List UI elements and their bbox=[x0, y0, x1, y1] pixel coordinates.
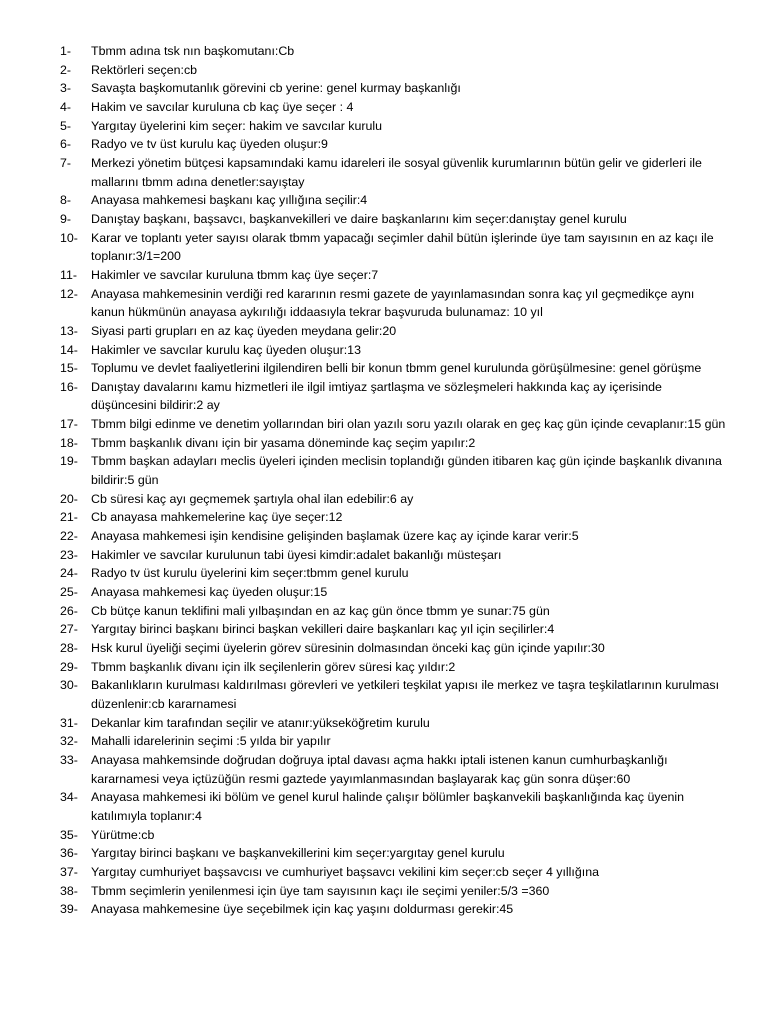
list-item bbox=[60, 322, 726, 341]
list-item bbox=[60, 714, 726, 733]
list-item-number: 2- bbox=[60, 62, 72, 77]
list-item-number: 1- bbox=[60, 44, 72, 58]
list-item bbox=[60, 732, 726, 751]
list-item-number: 27- bbox=[60, 622, 78, 637]
list-item-number: 28- bbox=[60, 641, 78, 655]
list-item bbox=[60, 434, 726, 453]
list-item-number: 15- bbox=[60, 361, 78, 376]
list-item bbox=[60, 61, 726, 80]
list-item-number: 6- bbox=[60, 137, 72, 152]
list-item bbox=[60, 844, 726, 863]
list-item-text: Tbmm bilgi edinme ve denetim yollarından biri olan yazılı soru yazılı olarak en geç kaç gün içinde cevaplanır:15 gün bbox=[91, 417, 726, 432]
list-item-number: 26- bbox=[60, 603, 78, 618]
list-item bbox=[60, 341, 726, 360]
list-item-text: Anayasa mahkemesi işin kendisine gelişinden başlamak üzere kaç ay içinde karar verir:5 bbox=[91, 529, 579, 544]
list-item-number: 7- bbox=[60, 155, 72, 170]
list-item bbox=[60, 229, 726, 266]
list-item-number: 24- bbox=[60, 566, 78, 581]
list-item-text: Bakanlıkların kurulması kaldırılması görevleri ve yetkileri teşkilat yapısı ile merkez ve taşra teşkilatlarının kurulması düzenlenir:cb kararnamesi bbox=[91, 678, 720, 711]
list-item-text: Anayasa mahkemesine üye seçebilmek için kaç yaşını doldurması gerekir:45 bbox=[91, 902, 514, 917]
list-item bbox=[60, 863, 726, 882]
list-item-text: Anayasa mahkemsinde doğrudan doğruya iptal davası açma hakkı iptali istenen kanun cumhurbaşkanlığı kararnamesi veya içtüzüğün resmi gaztede yayımlanmasından başlayarak kaç gün sonra düşer:60 bbox=[91, 752, 668, 786]
list-item bbox=[60, 98, 726, 117]
list-item-number: 19- bbox=[60, 454, 78, 469]
list-item-text: Yürütme:cb bbox=[91, 827, 155, 842]
list-item-number: 25- bbox=[60, 585, 78, 600]
list-item-text: Tbmm başkan adayları meclis üyeleri içinden meclisin toplandığı günden itibaren kaç gün içinde başkanlık divanına bildirir:5 gün bbox=[91, 454, 722, 488]
list-item-number: 31- bbox=[60, 715, 78, 730]
list-item-number: 34- bbox=[60, 790, 78, 805]
list-item bbox=[60, 452, 726, 489]
list-item-text: Anayasa mahkemesi iki bölüm ve genel kurul halinde çalışır bölümler başkanvekili başkanlığında kaç üyenin katılımıyla toplanır:4 bbox=[91, 790, 685, 823]
list-item-text: Hakimler ve savcılar kuruluna tbmm kaç üye seçer:7 bbox=[91, 267, 379, 282]
list-item bbox=[60, 359, 726, 378]
list-item-text: Yargıtay birinci başkanı birinci başkan vekilleri daire başkanları kaç yıl için seçilirler:4 bbox=[91, 622, 555, 637]
list-item bbox=[60, 583, 726, 602]
list-item bbox=[60, 415, 726, 434]
list-item-number: 32- bbox=[60, 734, 78, 749]
list-item bbox=[60, 508, 726, 527]
list-item-number: 10- bbox=[60, 230, 78, 245]
list-item bbox=[60, 564, 726, 583]
list-item-text: Radyo tv üst kurulu üyelerini kim seçer:tbmm genel kurulu bbox=[91, 566, 409, 581]
list-item-number: 16- bbox=[60, 379, 78, 394]
list-item-number: 4- bbox=[60, 99, 72, 114]
list-item-number: 30- bbox=[60, 678, 78, 693]
list-item-text: Hsk kurul üyeliği seçimi üyelerin görev süresinin dolmasından önceki kaç gün içinde yapılır:30 bbox=[91, 641, 605, 655]
list-item-text: Karar ve toplantı yeter sayısı olarak tbmm yapacağı seçimler dahil bütün işlerinde üye tam sayısının en az kaçı ile toplanır:3/1=200 bbox=[91, 230, 714, 264]
list-item-number: 22- bbox=[60, 529, 78, 544]
list-item-text: Yargıtay cumhuriyet başsavcısı ve cumhuriyet başsavcı vekilini kim seçer:cb seçer 4 yıllığına bbox=[91, 864, 599, 879]
list-item bbox=[60, 79, 726, 98]
list-item-number: 11- bbox=[60, 267, 77, 282]
list-item-number: 17- bbox=[60, 417, 78, 432]
list-item-number: 13- bbox=[60, 323, 78, 338]
list-item-text: Radyo ve tv üst kurulu kaç üyeden oluşur:9 bbox=[91, 137, 328, 152]
list-item-number: 9- bbox=[60, 211, 72, 226]
list-item-text: Anayasa mahkemesi kaç üyeden oluşur:15 bbox=[91, 585, 328, 600]
list-item-number: 29- bbox=[60, 659, 78, 674]
list-item bbox=[60, 191, 726, 210]
list-item-number: 5- bbox=[60, 118, 72, 133]
list-item-text: Cb anayasa mahkemelerine kaç üye seçer:12 bbox=[91, 510, 343, 525]
list-item-number: 36- bbox=[60, 846, 78, 861]
list-item bbox=[60, 676, 726, 713]
list-item-number: 21- bbox=[60, 510, 78, 525]
question-answer-list bbox=[60, 42, 726, 919]
list-item-text: Hakim ve savcılar kuruluna cb kaç üye seçer : 4 bbox=[91, 99, 354, 114]
list-item bbox=[60, 639, 726, 658]
list-item-number: 37- bbox=[60, 864, 78, 879]
list-item bbox=[60, 154, 726, 191]
list-item bbox=[60, 210, 726, 229]
list-item bbox=[60, 751, 726, 788]
list-item bbox=[60, 882, 726, 901]
list-item-text: Cb bütçe kanun teklifini mali yılbaşından en az kaç gün önce tbmm ye sunar:75 gün bbox=[91, 603, 550, 618]
list-item-number: 18- bbox=[60, 435, 78, 450]
list-item-text: Cb süresi kaç ayı geçmemek şartıyla ohal ilan edebilir:6 ay bbox=[91, 491, 414, 506]
list-item-text: Tbmm başkanlık divanı için bir yasama döneminde kaç seçim yapılır:2 bbox=[91, 435, 476, 450]
list-item-number: 8- bbox=[60, 193, 72, 208]
list-item-text: Siyasi parti grupları en az kaç üyeden meydana gelir:20 bbox=[91, 323, 397, 338]
list-item-number: 14- bbox=[60, 342, 78, 357]
list-item-number: 39- bbox=[60, 902, 78, 917]
list-item bbox=[60, 117, 726, 136]
list-item-text: Dekanlar kim tarafından seçilir ve atanır:yükseköğretim kurulu bbox=[91, 715, 430, 730]
list-item bbox=[60, 546, 726, 565]
list-item-number: 38- bbox=[60, 883, 78, 898]
list-item bbox=[60, 658, 726, 677]
list-item-number: 23- bbox=[60, 547, 78, 562]
list-item bbox=[60, 826, 726, 845]
list-item-text: Danıştay davalarını kamu hizmetleri ile ilgil imtiyaz şartlaşma ve sözleşmeleri hakkında kaç ay içerisinde düşüncesini bildirir:2 ay bbox=[91, 379, 662, 413]
list-item bbox=[60, 490, 726, 509]
list-item bbox=[60, 900, 726, 919]
list-item bbox=[60, 135, 726, 154]
list-item-text: Yargıtay birinci başkanı ve başkanvekillerini kim seçer:yargıtay genel kurulu bbox=[91, 846, 505, 861]
list-item-number: 33- bbox=[60, 752, 78, 767]
list-item-text: Toplumu ve devlet faaliyetlerini ilgilendiren belli bir konun tbmm genel kurulunda görüşülmesine: genel görüşme bbox=[91, 361, 702, 376]
list-item-text: Tbmm başkanlık divanı için ilk seçilenlerin görev süresi kaç yıldır:2 bbox=[91, 659, 456, 674]
list-item-number: 3- bbox=[60, 81, 72, 96]
list-item bbox=[60, 285, 726, 322]
list-item-text: Merkezi yönetim bütçesi kapsamındaki kamu idareleri ile sosyal güvenlik kurumlarının bütün gelir ve giderleri ile mallarını tbmm adına denetler:sayıştay bbox=[91, 155, 702, 189]
list-item bbox=[60, 602, 726, 621]
list-item bbox=[60, 788, 726, 825]
list-item-text: Danıştay başkanı, başsavcı, başkanvekilleri ve daire başkanlarını kim seçer:danıştay genel kurulu bbox=[91, 211, 627, 226]
list-item bbox=[60, 527, 726, 546]
list-item-number: 35- bbox=[60, 827, 78, 842]
list-item bbox=[60, 42, 726, 61]
list-item-text: Yargıtay üyelerini kim seçer: hakim ve savcılar kurulu bbox=[91, 118, 383, 133]
list-item-text: Hakimler ve savcılar kurulunun tabi üyesi kimdir:adalet bakanlığı müsteşarı bbox=[91, 547, 502, 562]
list-item bbox=[60, 620, 726, 639]
list-item-text: Mahalli idarelerinin seçimi :5 yılda bir yapılır bbox=[91, 734, 331, 749]
list-item-text: Savaşta başkomutanlık görevini cb yerine: genel kurmay başkanlığı bbox=[91, 81, 461, 96]
list-item-number: 12- bbox=[60, 286, 78, 301]
list-item bbox=[60, 378, 726, 415]
list-item-text: Rektörleri seçen:cb bbox=[91, 62, 198, 77]
list-item-text: Tbmm adına tsk nın başkomutanı:Cb bbox=[91, 44, 295, 58]
list-item-text: Hakimler ve savcılar kurulu kaç üyeden oluşur:13 bbox=[91, 342, 361, 357]
list-item bbox=[60, 266, 726, 285]
list-item-text: Anayasa mahkemesinin verdiği red kararının resmi gazete de yayınlamasından sonra kaç yıl geçmedikçe aynı kanun hükmünün anayasa aykırılığı iddaasıyla tekrar başvuruda bulunamaz: 10 yıl bbox=[91, 286, 695, 320]
list-item-number: 20- bbox=[60, 491, 78, 506]
list-item-text: Anayasa mahkemesi başkanı kaç yıllığına seçilir:4 bbox=[91, 193, 368, 208]
list-item-text: Tbmm seçimlerin yenilenmesi için üye tam sayısının kaçı ile seçimi yeniler:5/3 =360 bbox=[91, 883, 550, 898]
